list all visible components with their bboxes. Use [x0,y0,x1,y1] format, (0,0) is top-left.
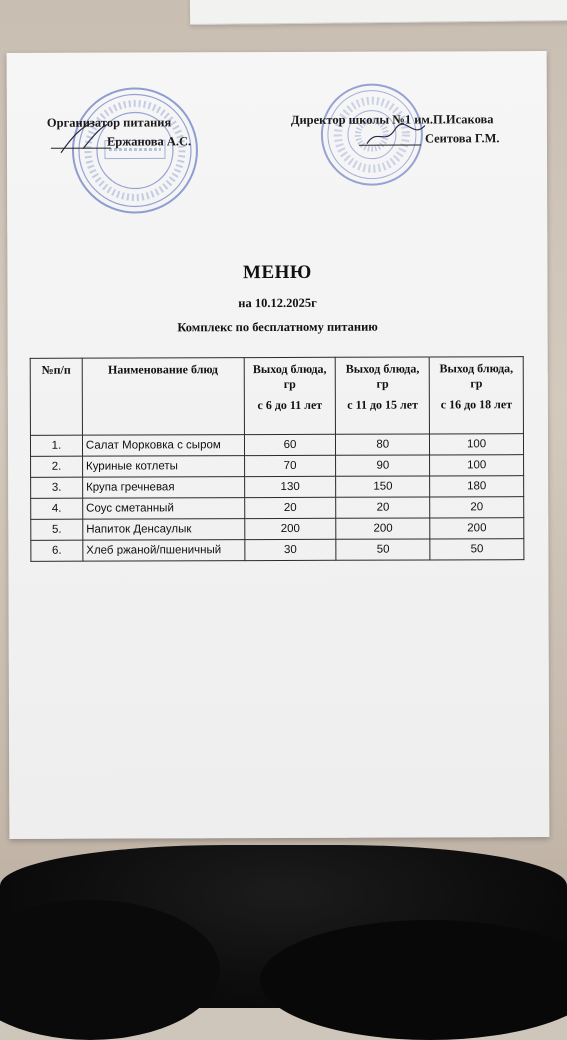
organizer-signature-line [51,148,111,149]
portion-16-18: 100 [430,434,524,455]
portion-11-15: 200 [336,518,430,539]
portion-11-15: 80 [336,434,430,455]
header-age-11-15-label: Выход блюда, гр [346,362,420,391]
portion-16-18: 50 [430,539,524,560]
row-number: 3. [31,477,83,498]
header-age-6-11-range: с 6 до 11 лет [247,398,332,413]
row-number: 5. [31,519,83,540]
header-age-16-18-label: Выход блюда, гр [439,361,513,390]
portion-11-15: 50 [336,539,430,560]
portion-6-11: 200 [244,518,336,539]
header-age-11-15-range: с 11 до 15 лет [339,397,426,412]
portion-6-11: 20 [244,497,336,518]
director-title: Директор школы №1 им.П.Исакова [291,112,494,128]
table-row [31,497,524,520]
portion-6-11: 70 [244,455,336,476]
dish-name: Хлеб ржаной/пшеничный [83,540,245,562]
background-paper [190,0,567,25]
portion-6-11: 30 [244,539,336,560]
portion-16-18: 180 [430,476,524,497]
portion-16-18: 20 [430,497,524,518]
header-age-16-18 [429,357,523,434]
row-number: 4. [31,498,83,519]
row-number: 2. [31,456,83,477]
dish-name: Салат Морковка с сыром [82,435,244,457]
dark-foreground-shadow-right [260,920,567,1040]
portion-11-15: 90 [336,455,430,476]
header-number: №п/п [30,358,82,435]
menu-table [30,356,525,562]
director-name: Сеитова Г.М. [425,131,500,146]
dish-name: Соус сметанный [83,498,245,520]
header-age-11-15 [336,357,430,434]
table-row [31,539,524,562]
table-header-row [30,357,523,436]
portion-6-11: 130 [244,476,336,497]
director-signature-line [359,144,421,145]
menu-sheet [7,51,550,839]
header-age-6-11 [244,357,336,434]
header-age-16-18-range: с 16 до 18 лет [433,397,520,412]
table-row [31,476,524,499]
portion-6-11: 60 [244,434,336,455]
table-row [31,518,524,541]
menu-date: на 10.12.2025г [7,295,547,312]
portion-16-18: 200 [430,518,524,539]
row-number: 1. [30,435,82,456]
dish-name: Крупа гречневая [83,477,245,499]
organizer-name: Ержанова А.С. [107,134,191,149]
table-row [30,434,523,457]
dish-name: Куриные котлеты [82,456,244,478]
table-row [31,455,524,478]
header-age-6-11-label: Выход блюда, гр [253,362,327,391]
portion-11-15: 150 [336,476,430,497]
organizer-title: Организатор питания [47,115,171,130]
row-number: 6. [31,540,83,561]
dish-name: Напиток Денсаулык [83,519,245,541]
header-dish-name: Наименование блюд [82,358,244,436]
portion-16-18: 100 [430,455,524,476]
portion-11-15: 20 [336,497,430,518]
menu-title: МЕНЮ [7,261,547,285]
menu-subtitle: Комплекс по бесплатному питанию [8,319,548,336]
